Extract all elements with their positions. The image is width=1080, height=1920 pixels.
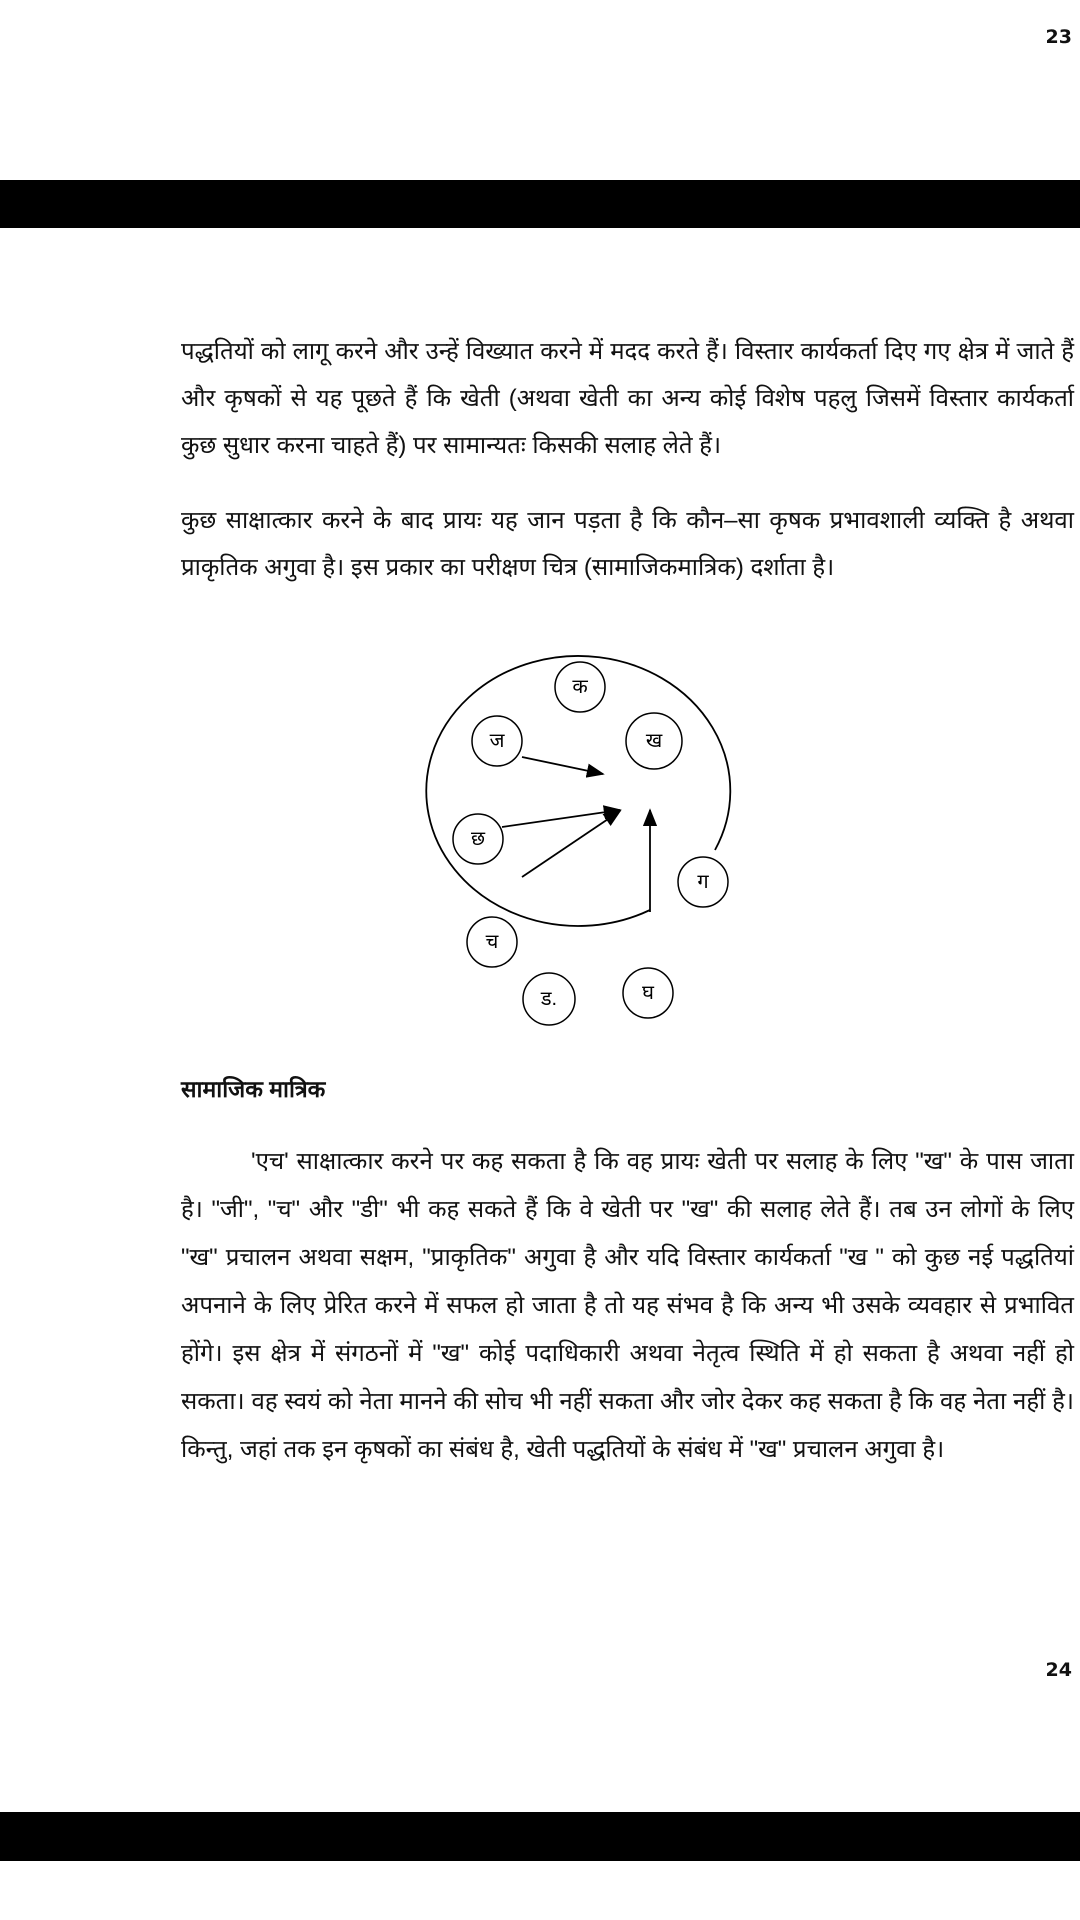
section-heading: सामाजिक मात्रिक	[181, 1076, 326, 1102]
node-label-kha: ख	[645, 730, 663, 752]
page-separator-bar-bottom	[0, 1812, 1080, 1861]
arrow-chha-to-kha	[502, 810, 620, 827]
node-label-ja: ज	[489, 730, 505, 752]
node-label-chha: छ	[470, 828, 486, 850]
paragraph-1: पद्धतियों को लागू करने और उन्हें विख्यात करने में मदद करते हैं। विस्तार कार्यकर्ता दिए गए क्षेत्र में जाते हैं और कृषकों से यह पूछते हैं कि खेती (अथवा खेती का अन्य कोई विशेष पहलु जिसमें विस्तार कार्यकर्ता कुछ सुधार करना चाहते हैं) पर सामान्यतः किसकी सलाह लेते हैं।	[181, 338, 1074, 459]
node-label-ga: ग	[697, 871, 709, 893]
node-label-gha: घ	[642, 982, 654, 1004]
node-label-ka: क	[572, 676, 588, 698]
node-label-nga: ड.	[540, 988, 558, 1010]
paragraph-2: कुछ साक्षात्कार करने के बाद प्रायः यह जान पड़ता है कि कौन–सा कृषक प्रभावशाली व्यक्ति है अथवा प्राकृतिक अगुवा है। इस प्रकार का परीक्षण चित्र (सामाजिकमात्रिक) दर्शाता है।	[181, 507, 1074, 581]
arrow-ja-to-kha	[522, 757, 603, 774]
node-label-cha: च	[485, 931, 499, 953]
page-number-bottom: 24	[1045, 1659, 1072, 1681]
page-number-top: 23	[1045, 26, 1072, 48]
body-paragraph: 'एच' साक्षात्कार करने पर कह सकता है कि वह प्रायः खेती पर सलाह के लिए "ख" के पास जाता है। "जी", "च" और "डी" भी कह सकते हैं कि वे खेती पर "ख" की सलाह लेते हैं। तब उन लोगों के लिए "ख" प्रचालन अथवा सक्षम, "प्राकृतिक" अगुवा है और यदि विस्तार कार्यकर्ता "ख " को कुछ नई पद्धतियां अपनाने के लिए प्रेरित करने में सफल हो जाता है तो यह संभव है कि अन्य भी उसके व्यवहार से प्रभावित होंगे। इस क्षेत्र में संगठनों में "ख" कोई पदाधिकारी अथवा नेतृत्व स्थिति में हो सकता है अथवा नहीं हो सकता। वह स्वयं को नेता मानने की सोच भी नहीं सकता और जोर देकर कह सकता है कि वह नेता नहीं है। किन्तु, जहां तक इन कृषकों का संबंध है, खेती पद्धतियों के संबंध में "ख" प्रचालन अगुवा है।	[181, 1148, 1074, 1463]
arrow-cha-to-kha	[522, 811, 620, 877]
